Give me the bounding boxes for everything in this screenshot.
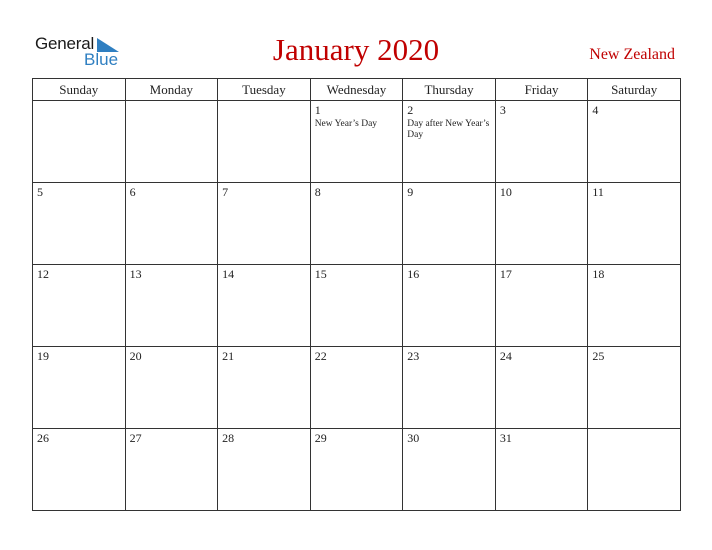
day-number: 26: [37, 431, 49, 445]
day-number: 13: [129, 267, 142, 281]
day-cell: [588, 347, 681, 429]
day-cell: [403, 183, 496, 265]
country-label: New Zealand: [589, 46, 675, 63]
day-cell: [588, 429, 681, 511]
day-cell: [495, 347, 588, 429]
day-number: 28: [222, 431, 235, 445]
day-number: 11: [592, 185, 604, 199]
weekday-header: Sunday: [33, 79, 126, 101]
day-cell: [125, 265, 218, 347]
day-cell: [33, 347, 126, 429]
day-number: 30: [407, 431, 420, 445]
day-cell: [588, 183, 681, 265]
day-cell: [403, 265, 496, 347]
weekday-header: Tuesday: [218, 79, 311, 101]
day-number: 24: [499, 349, 512, 363]
day-cell: [310, 265, 403, 347]
day-cell: [218, 429, 311, 511]
day-cell: [403, 347, 496, 429]
day-cell: [310, 429, 403, 511]
day-cell: [588, 101, 681, 183]
day-number: 12: [37, 267, 49, 281]
day-number: 16: [407, 267, 420, 281]
day-cell: [218, 183, 311, 265]
day-cell: [495, 429, 588, 511]
weekday-header: Monday: [125, 79, 218, 101]
brand-word-blue: Blue: [84, 50, 119, 69]
day-number: 25: [592, 349, 605, 363]
day-number: 7: [222, 185, 229, 199]
day-number: 5: [37, 185, 43, 199]
calendar-grid: [32, 78, 681, 511]
day-number: 18: [592, 267, 605, 281]
day-cell: [33, 429, 126, 511]
day-cell: [495, 265, 588, 347]
day-number: 29: [314, 431, 327, 445]
week-row: [33, 429, 681, 511]
week-row: [33, 183, 681, 265]
day-number: 15: [314, 267, 327, 281]
day-cell: [310, 347, 403, 429]
day-number: 21: [222, 349, 235, 363]
day-number: 6: [129, 185, 136, 199]
day-cell: [310, 101, 403, 183]
day-number: 17: [499, 267, 512, 281]
day-number: 23: [407, 349, 420, 363]
holiday-label: New Year’s Day: [314, 119, 378, 129]
day-number: 9: [407, 185, 414, 199]
week-row: [33, 347, 681, 429]
day-cell: [125, 183, 218, 265]
day-number: 14: [222, 267, 235, 281]
day-cell: [495, 183, 588, 265]
day-number: 27: [129, 431, 142, 445]
day-cell: [125, 347, 218, 429]
day-cell: [33, 265, 126, 347]
weekday-header: Wednesday: [310, 79, 403, 101]
day-cell: [310, 183, 403, 265]
day-number: 3: [499, 103, 506, 117]
day-number: 19: [37, 349, 49, 363]
day-cell: [125, 101, 218, 183]
day-cell: [588, 265, 681, 347]
weekday-header: Friday: [495, 79, 588, 101]
weekday-header-row: [33, 79, 681, 101]
day-cell: [218, 265, 311, 347]
day-cell: [125, 429, 218, 511]
day-cell: [403, 101, 496, 183]
calendar-title: January 2020: [272, 32, 440, 67]
week-row: [33, 265, 681, 347]
day-cell: [33, 183, 126, 265]
day-number: 2: [407, 103, 414, 117]
holiday-label: Day after New Year’s Day: [407, 119, 490, 140]
day-cell: [218, 347, 311, 429]
day-number: 8: [314, 185, 321, 199]
day-number: 20: [129, 349, 142, 363]
day-cell: [218, 101, 311, 183]
brand-word-general: General: [35, 34, 95, 53]
day-number: 10: [499, 185, 512, 199]
day-cell: [495, 101, 588, 183]
day-cell: [403, 429, 496, 511]
day-number: 31: [499, 431, 512, 445]
week-row: [33, 101, 681, 183]
day-number: 1: [314, 103, 321, 117]
day-cell: [33, 101, 126, 183]
weekday-header: Saturday: [588, 79, 681, 101]
day-number: 22: [314, 349, 327, 363]
day-number: 4: [592, 103, 599, 117]
weekday-header: Thursday: [403, 79, 496, 101]
